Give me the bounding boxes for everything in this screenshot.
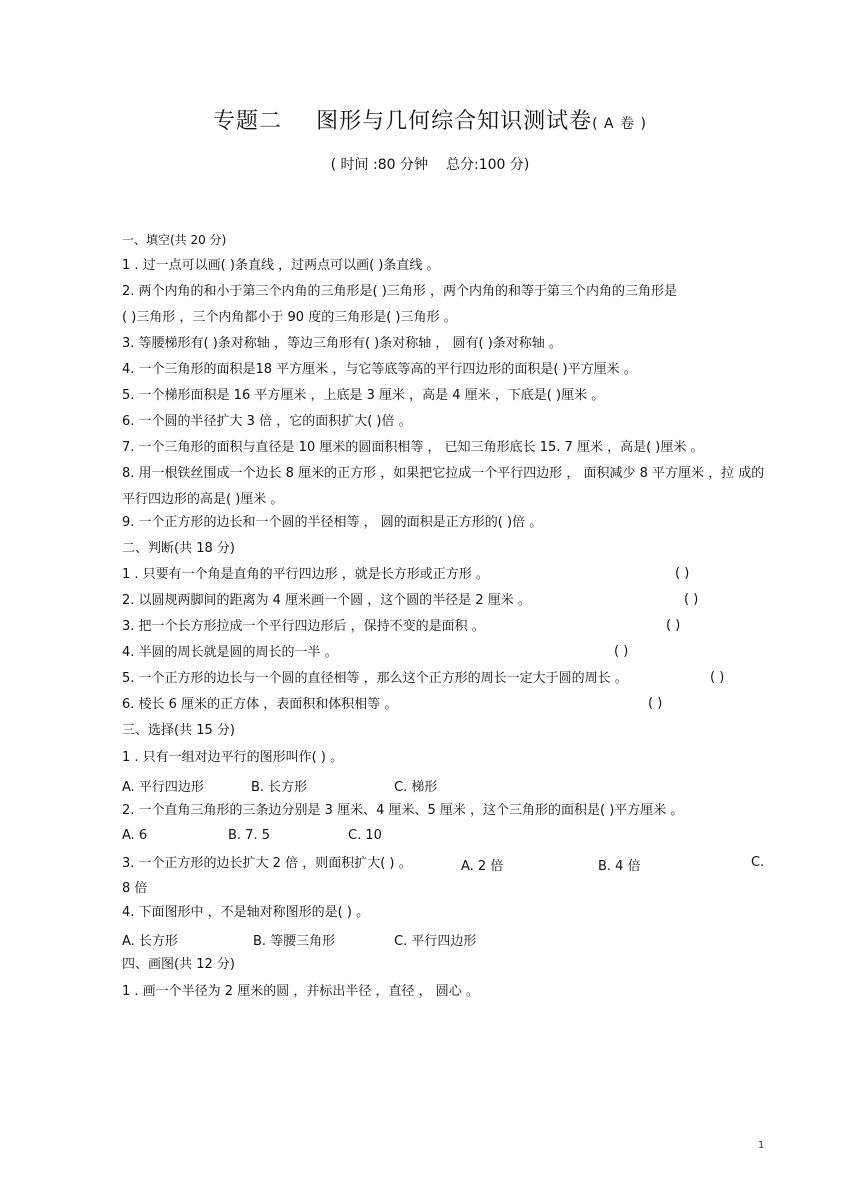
choice-q1-option-a: A. 平行四边形 (122, 780, 204, 795)
choice-q2: 2. 一个直角三角形的三条边分别是 3 厘米、4 厘米、5 厘米 ，这个三角形的面积是( )平方厘米 。 (122, 803, 684, 818)
choice-q3-option-c-value: 8 倍 (122, 881, 148, 896)
page-number: 1 (758, 1140, 765, 1151)
judge-q6-answer: ( ) (648, 696, 663, 711)
judge-q2: 2. 以圆规两脚间的距离为 4 厘米画一个圆 ，这个圆的半径是 2 厘米 。 (122, 593, 531, 608)
choice-q3: 3. 一个正方形的边长扩大 2 倍 ，则面积扩大( ) 。 (122, 856, 412, 871)
judge-q5: 5. 一个正方形的边长与一个圆的直径相等 ，那么这个正方形的周长一定大于圆的周长 。 (122, 671, 628, 686)
fill-q7: 7. 一个三角形的面积与直径是 10 厘米的圆面积相等 ， 已知三角形底长 15. 7 厘米 ，高是( )厘米 。 (122, 440, 704, 455)
judge-q5-answer: ( ) (710, 670, 725, 685)
judge-q1-answer: ( ) (675, 566, 690, 581)
exam-time: ( 时间 :80 分钟 (330, 157, 428, 173)
judge-q2-answer: ( ) (684, 592, 699, 607)
title-volume: ( A 卷 ) (592, 116, 647, 132)
fill-q9: 9. 一个正方形的边长和一个圆的半径相等 ， 圆的面积是正方形的( )倍 。 (122, 515, 543, 530)
judge-q3-answer: ( ) (666, 618, 681, 633)
choice-q2-option-b: B. 7. 5 (228, 828, 270, 843)
fill-q5: 5. 一个梯形面积是 16 平方厘米 ，上底是 3 厘米 ，高是 4 厘米 ，下底是( )厘米 。 (122, 388, 605, 403)
choice-q4-option-a: A. 长方形 (122, 934, 178, 949)
choice-q3-option-a: A. 2 倍 (461, 859, 504, 874)
judge-q4: 4. 半圆的周长就是圆的周长的一半 。 (122, 645, 338, 660)
fill-q8: 8. 用一根铁丝围成一个边长 8 厘米的正方形 ，如果把它拉成一个平行四边形 ， 面积减少 8 平方厘米 ，拉 成的平行四边形的高是( )厘米 。 (122, 466, 765, 507)
judge-q1: 1 . 只要有一个角是直角的平行四边形 ，就是长方形或正方形 。 (122, 567, 489, 582)
section2-heading: 二、判断(共 18 分) (122, 541, 235, 556)
choice-q2-option-a: A. 6 (122, 828, 148, 843)
title-main: 图形与几何综合知识测试卷 (316, 109, 593, 134)
choice-q4: 4. 下面图形中 ，不是轴对称图形的是( ) 。 (122, 905, 370, 920)
choice-q1-option-c: C. 梯形 (394, 780, 438, 795)
choice-q4-option-c: C. 平行四边形 (394, 934, 477, 949)
section4-heading: 四、画图(共 12 分) (122, 957, 235, 972)
title-topic: 专题二 (213, 109, 283, 134)
fill-q6: 6. 一个圆的半径扩大 3 倍 ，它的面积扩大( )倍 。 (122, 414, 412, 429)
section1-heading: 一、填空(共 20 分) (122, 233, 227, 247)
fill-q3: 3. 等腰梯形有( )条对称轴 ，等边三角形有( )条对称轴 ， 圆有( )条对称轴 。 (122, 336, 562, 351)
choice-q1: 1 . 只有一组对边平行的图形叫作( ) 。 (122, 750, 344, 765)
choice-q1-option-b: B. 长方形 (251, 780, 308, 795)
choice-q3-option-c: C. (751, 855, 765, 870)
page-title (0, 104, 860, 135)
exam-info (0, 154, 860, 174)
choice-q3-option-b: B. 4 倍 (598, 859, 641, 874)
choice-q2-option-c: C. 10 (348, 828, 382, 843)
fill-q2-line2: ( )三角形 ，三个内角都小于 90 度的三角形是( )三角形 。 (122, 310, 457, 325)
fill-q1: 1 . 过一点可以画( )条直线 ，过两点可以画( )条直线 。 (122, 258, 440, 273)
judge-q4-answer: ( ) (614, 644, 629, 659)
judge-q6: 6. 棱长 6 厘米的正方体 ，表面积和体积相等 。 (122, 697, 398, 712)
choice-q4-option-b: B. 等腰三角形 (253, 934, 336, 949)
judge-q3: 3. 把一个长方形拉成一个平行四边形后 ，保持不变的是面积 。 (122, 619, 485, 634)
draw-q1: 1 . 画一个半径为 2 厘米的圆 ，并标出半径 ，直径 ， 圆心 。 (122, 984, 479, 999)
exam-score: 总分:100 分) (445, 157, 530, 173)
fill-q4: 4. 一个三角形的面积是18 平方厘米 ，与它等底等高的平行四边形的面积是( )平方厘米 。 (122, 362, 637, 377)
section3-heading: 三、选择(共 15 分) (122, 723, 235, 738)
fill-q2-line1: 2. 两个内角的和小于第三个内角的三角形是( )三角形 ，两个内角的和等于第三个内角的三角形是 (122, 284, 677, 299)
